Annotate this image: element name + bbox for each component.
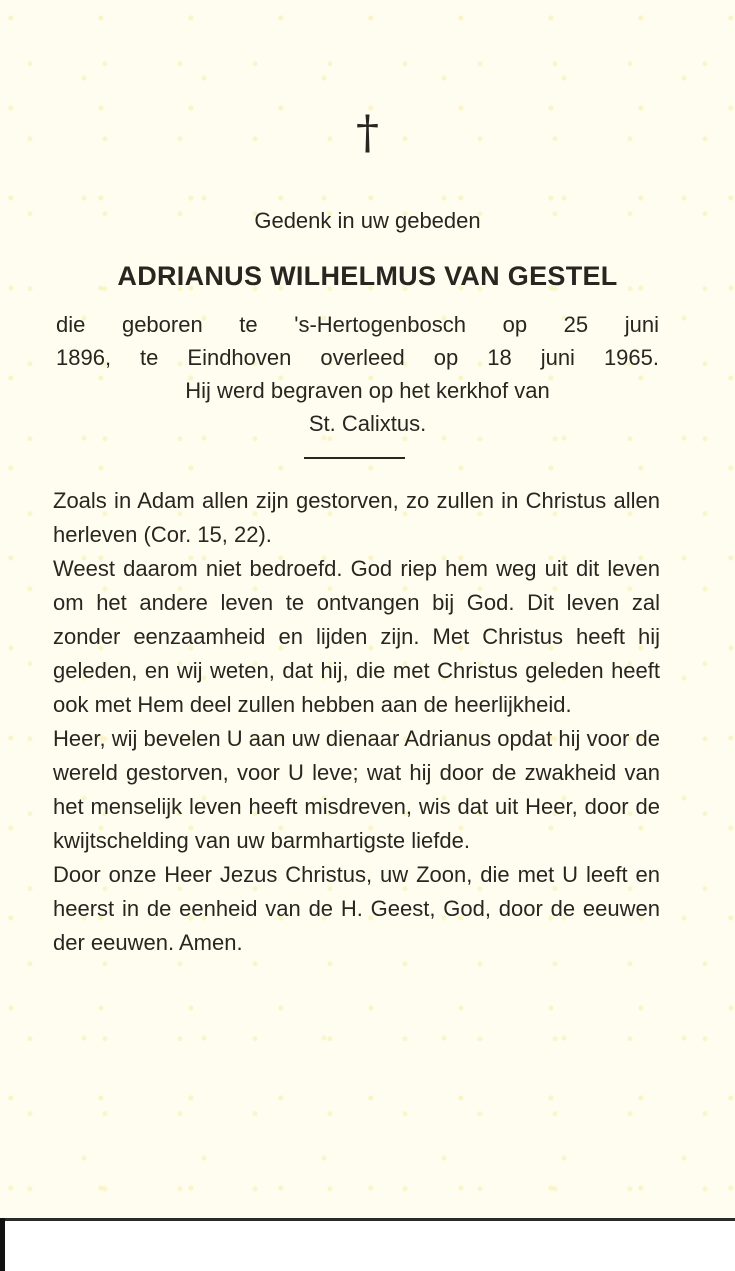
scan-edge-line bbox=[0, 1218, 735, 1221]
prayer-text bbox=[53, 484, 660, 960]
paragraph: Weest daarom niet bedroefd. God riep hem weg uit dit leven om het andere leven te ontvangen bij God. Dit leven zal zonder eenzaamheid en lijden zijn. Met Christus heeft hij geleden, en wij weten, dat hij, die met Christus geleden heeft ook met Hem deel zullen hebben aan de heerlijkheid. bbox=[53, 556, 660, 717]
paragraph: Heer, wij bevelen U aan uw dienaar Adrianus opdat hij voor de wereld gestorven, voor U leve; wat hij door de zwakheid van het menselijk leven heeft misdreven, wis dat uit Heer, door de kwijtschelding van uw barmhartigste liefde. bbox=[53, 726, 660, 853]
burial-line: Hij werd begraven op het kerkhof van bbox=[185, 378, 550, 403]
divider bbox=[304, 457, 405, 459]
deceased-name: ADRIANUS WILHELMUS VAN GESTEL bbox=[117, 261, 618, 291]
intro-line: die geboren te 's-Hertogenbosch op 25 juni bbox=[56, 312, 659, 337]
subtitle: Gedenk in uw gebeden bbox=[254, 208, 481, 233]
burial-place: St. Calixtus. bbox=[308, 411, 427, 436]
paragraph: Door onze Heer Jezus Christus, uw Zoon, die met U leeft en heerst in de eenheid van de H. Geest, God, door de eeuwen der eeuwen. Amen. bbox=[53, 862, 660, 955]
cross-icon: † bbox=[356, 105, 379, 159]
paragraph: Zoals in Adam allen zijn gestorven, zo zullen in Christus allen herleven (Cor. 15, 22). bbox=[53, 488, 660, 547]
birth-death-text bbox=[56, 308, 659, 374]
scan-edge-corner bbox=[0, 1218, 5, 1271]
intro-line: 1896, te Eindhoven overleed op 18 juni 1965. bbox=[56, 345, 659, 370]
